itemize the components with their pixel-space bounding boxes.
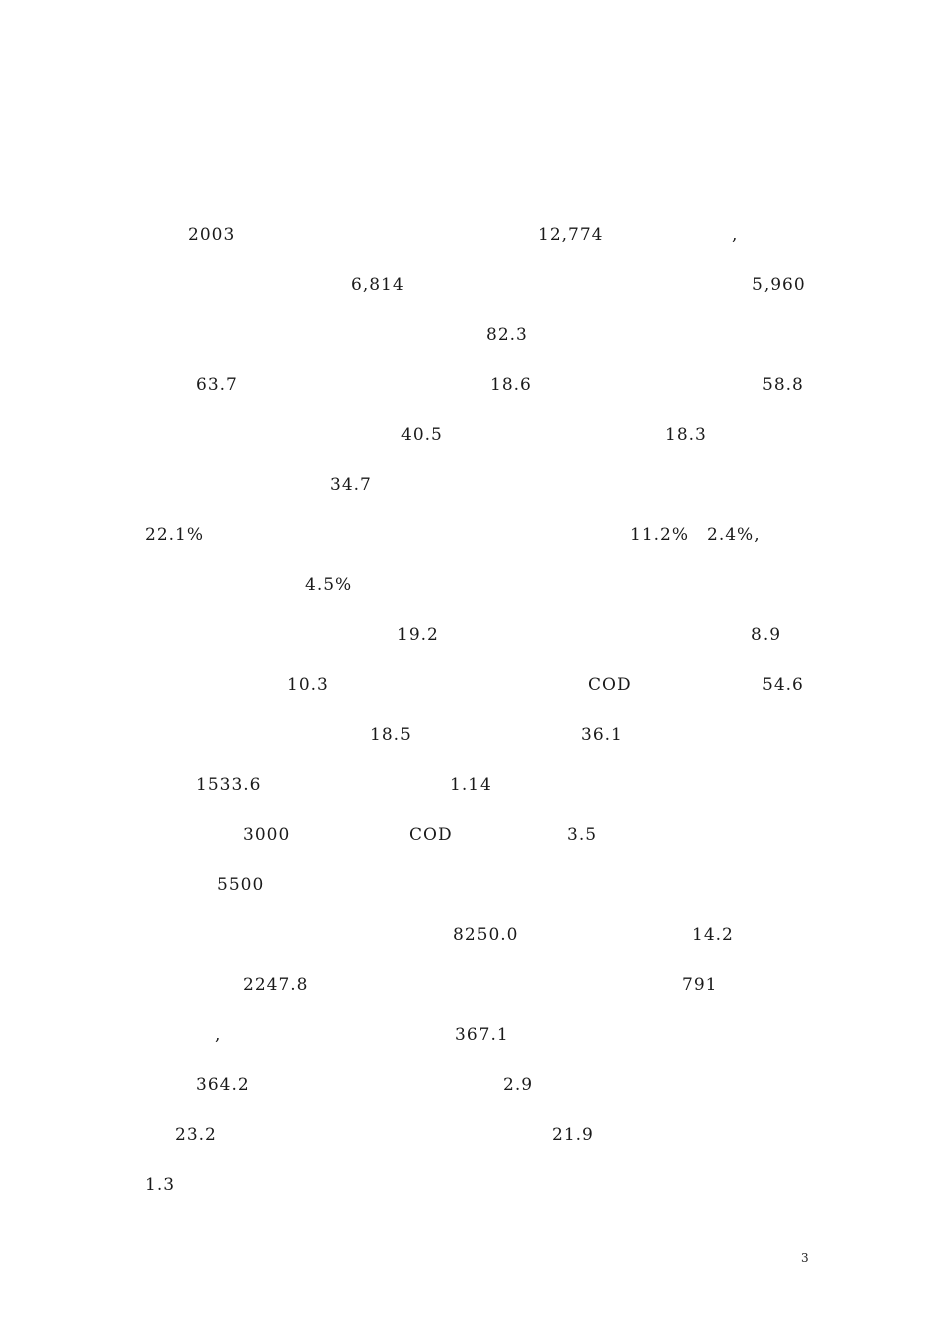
- text-line: [0, 1070, 950, 1100]
- text-line: [0, 970, 950, 1000]
- text-segment: 1.14: [450, 775, 762, 795]
- text-segment: 2.9: [503, 1075, 588, 1095]
- text-line: [0, 870, 950, 900]
- text-segment: 18.5: [370, 725, 538, 745]
- text-line: [0, 570, 950, 600]
- text-segment: [230, 1120, 482, 1150]
- text-segment: 11.2%: [630, 525, 708, 545]
- text-segment: 12,774: [538, 225, 712, 245]
- text-segment: [304, 370, 448, 400]
- text-segment: COD: [570, 675, 650, 695]
- text-segment: 1.3: [145, 1175, 230, 1195]
- text-segment: 34.7: [330, 475, 732, 495]
- text-segment: 2.4%,: [707, 525, 797, 545]
- text-segment: 63.7: [196, 375, 292, 395]
- text-segment: [145, 320, 415, 350]
- text-segment: COD: [409, 825, 543, 845]
- text-segment: [145, 720, 325, 750]
- text-segment: [606, 1070, 768, 1100]
- text-segment: 364.2: [196, 1075, 304, 1095]
- text-line: [0, 670, 950, 700]
- text-segment: 2247.8: [243, 975, 597, 995]
- text-segment: 2003: [188, 225, 452, 245]
- text-line: [0, 1170, 950, 1200]
- text-segment: 5500: [217, 875, 319, 895]
- text-segment: 6,814: [351, 275, 675, 295]
- text-segment: 8.9: [751, 625, 836, 645]
- text-segment: [188, 120, 296, 150]
- text-segment: 58.8: [762, 375, 804, 395]
- text-segment: [145, 1020, 199, 1050]
- text-segment: 23.2: [175, 1125, 217, 1145]
- text-segment: 8250.0: [453, 925, 519, 945]
- text-line: [0, 420, 950, 450]
- text-line: [0, 270, 950, 300]
- text-segment: [145, 1120, 163, 1150]
- text-line: [0, 720, 950, 750]
- text-segment: [145, 670, 253, 700]
- text-segment: [178, 920, 412, 950]
- text-segment: [529, 920, 655, 950]
- text-segment: 18.3: [665, 425, 779, 445]
- text-segment: [145, 820, 217, 850]
- text-segment: [145, 970, 217, 1000]
- text-segment: [188, 620, 350, 650]
- text-segment: 4.5%: [305, 575, 371, 595]
- text-segment: [145, 1070, 181, 1100]
- text-line: [0, 920, 950, 950]
- text-segment: [145, 270, 307, 300]
- text-segment: 82.3: [486, 325, 762, 345]
- text-segment: 21.9: [552, 1125, 594, 1145]
- text-line: [0, 620, 950, 650]
- text-line: [0, 220, 950, 250]
- text-line: [0, 1120, 950, 1150]
- text-segment: [396, 670, 540, 700]
- text-segment: [188, 170, 260, 200]
- text-segment: [145, 770, 181, 800]
- text-line: [0, 470, 950, 500]
- text-line: [0, 370, 950, 400]
- page-number: 3: [801, 1251, 809, 1265]
- text-segment: [571, 620, 679, 650]
- text-segment: [598, 370, 724, 400]
- text-line: [0, 770, 950, 800]
- text-segment: [145, 870, 199, 900]
- text-segment: [318, 1070, 462, 1100]
- text-segment: 36.1: [581, 725, 767, 745]
- text-segment: ,: [732, 225, 793, 245]
- text-segment: [643, 670, 733, 700]
- text-segment: 19.2: [397, 625, 493, 645]
- text-segment: 3000: [243, 825, 381, 845]
- text-segment: [145, 420, 343, 450]
- text-line: [0, 120, 950, 150]
- text-line: [0, 520, 950, 550]
- text-line: [0, 820, 950, 850]
- text-segment: 5,960: [752, 275, 806, 295]
- text-segment: 367.1: [455, 1025, 761, 1045]
- text-segment: [258, 170, 402, 200]
- text-segment: [145, 470, 289, 500]
- text-segment: [608, 1120, 770, 1150]
- text-segment: 10.3: [287, 675, 383, 695]
- text-line: [0, 1020, 950, 1050]
- text-segment: 40.5: [401, 425, 605, 445]
- text-segment: [509, 620, 563, 650]
- text-segment: 18.6: [490, 375, 586, 395]
- text-segment: 14.2: [692, 925, 788, 945]
- text-line: [0, 320, 950, 350]
- text-segment: 3.5: [567, 825, 760, 845]
- text-segment: [145, 570, 271, 600]
- text-line: [0, 170, 950, 200]
- text-segment: 791: [682, 975, 808, 995]
- text-segment: 54.6: [762, 675, 804, 695]
- text-segment: [145, 370, 181, 400]
- text-segment: 1533.6: [196, 775, 406, 795]
- text-segment: ,: [215, 1025, 402, 1045]
- text-segment: 22.1%: [145, 525, 547, 545]
